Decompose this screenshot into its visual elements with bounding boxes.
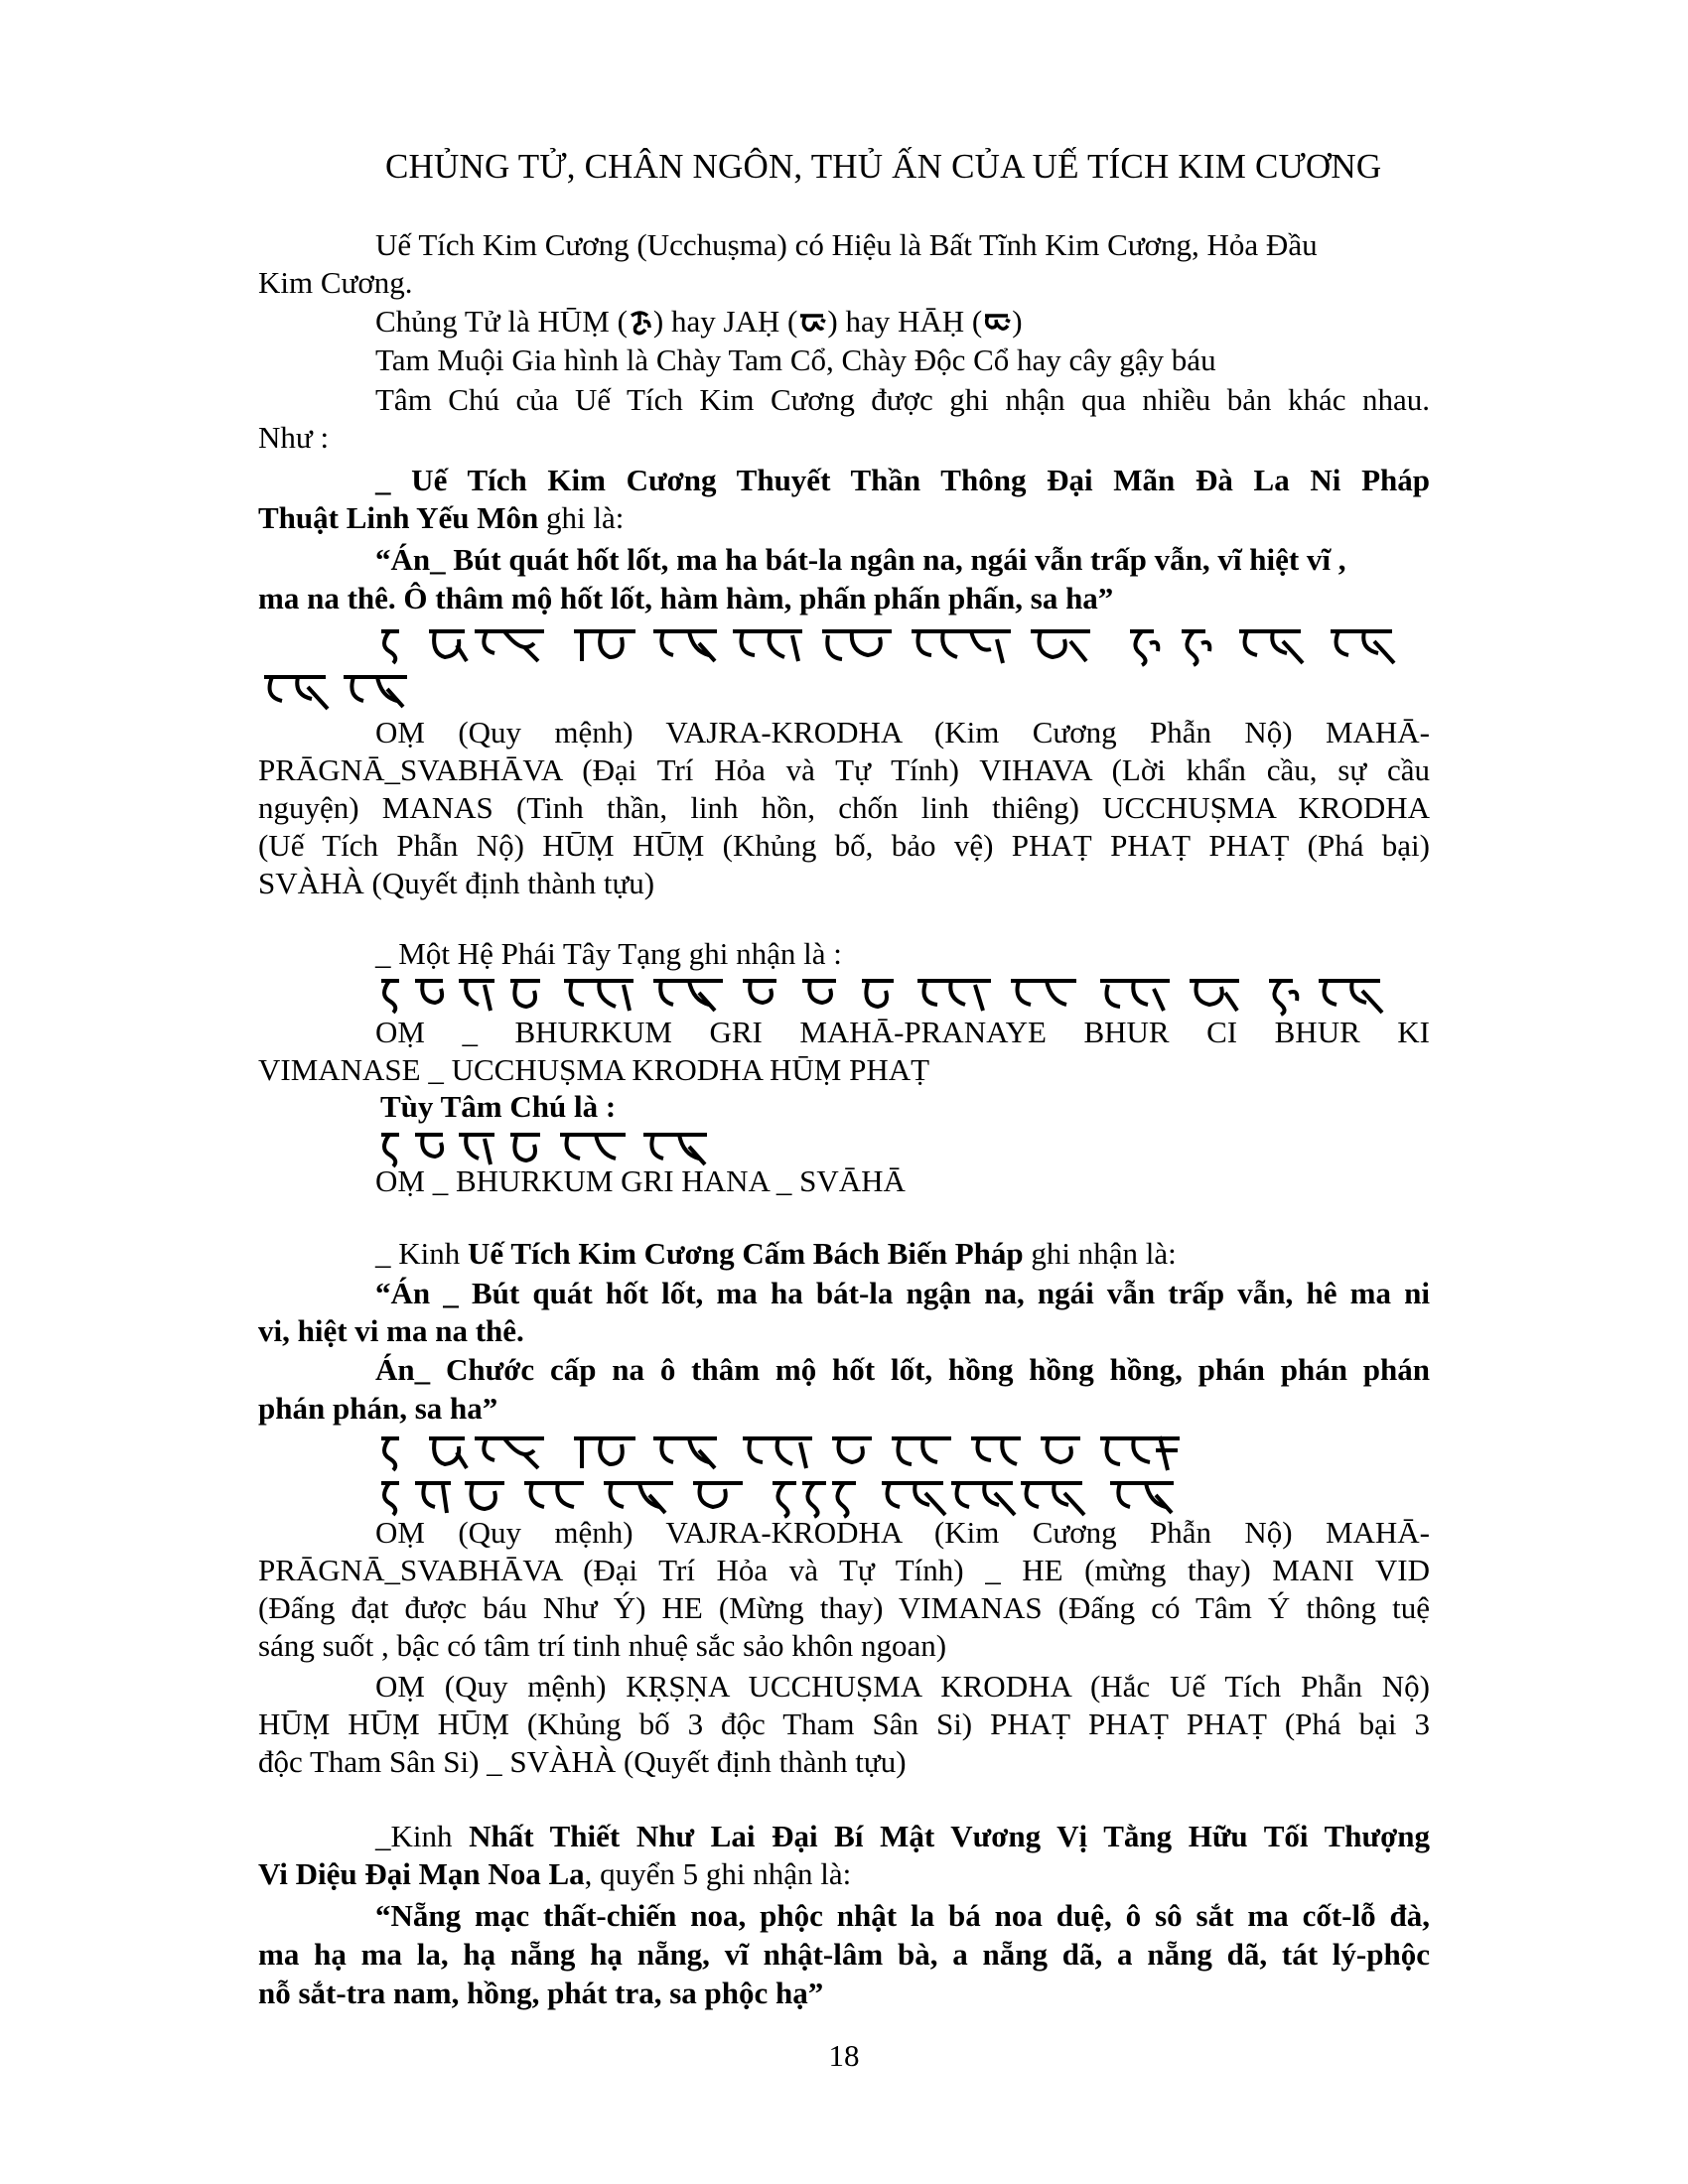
intro-line-5: Tâm Chú của Uế Tích Kim Cương được ghi nhận qua nhiều bản khác nhau. [375, 382, 1430, 417]
intro-line-4: Tam Muội Gia hình là Chày Tam Cổ, Chày Độc Cổ hay cây gậy báu [375, 342, 1216, 377]
s1-trans-2: PRĀGNĀ_SVABHĀVA (Đại Trí Hỏa và Tự Tính) VIHAVA (Lời khẩn cầu, sự cầu [258, 752, 1430, 787]
s2-trans-1: OṂ _ BHURKUM GRI MAHĀ-PRANAYE BHUR CI BHUR KI [375, 1015, 1430, 1049]
s3-siddham-script-line-2 [375, 1473, 1190, 1519]
s3-trans-5: OṂ (Quy mệnh) KṚṢṆA UCCHUṢMA KRODHA (Hắc Uế Tích Phẫn Nộ) [375, 1669, 1430, 1704]
s1-siddham-script-line-2 [258, 667, 417, 713]
s3-trans-7: độc Tham Sân Si) _ SVÀHÀ (Quyết định thành tựu) [258, 1744, 907, 1779]
s3-siddham-script-line-1 [375, 1429, 1190, 1474]
page-number: 18 [828, 2038, 860, 2073]
s1-heading-2: Thuật Linh Yếu Môn ghi là: [258, 500, 625, 535]
s1-quote-2: ma na thê. Ô thâm mộ hốt lốt, hàm hàm, phấn phấn phấn, sa ha” [258, 581, 1114, 615]
s1-trans-5: SVÀHÀ (Quyết định thành tựu) [258, 866, 655, 900]
s3-quote-4: phán phán, sa ha” [258, 1391, 498, 1426]
s2-trans-2: VIMANASE _ UCCHUṢMA KRODHA HŪṂ PHAṬ [258, 1052, 930, 1087]
s3-quote-2: vi, hiệt vi ma na thê. [258, 1313, 524, 1348]
page-title: CHỦNG TỬ, CHÂN NGÔN, THỦ ẤN CỦA UẾ TÍCH KIM CƯƠNG [385, 147, 1382, 186]
s1-quote-1: “Án_ Bút quát hốt lốt, ma ha bát-la ngân na, ngái vẫn trấp vẫn, vĩ hiệt vĩ , [375, 542, 1346, 577]
s3-trans-2: PRĀGNĀ_SVABHĀVA (Đại Trí Hỏa và Tự Tính) _ HE (mừng thay) MANI VID [258, 1553, 1430, 1587]
s4-heading-1: _Kinh Nhất Thiết Như Lai Đại Bí Mật Vương Vị Tằng Hữu Tối Thượng [375, 1819, 1430, 1853]
s4-quote-3: nỗ sắt-tra nam, hồng, phát tra, sa phộc hạ” [258, 1976, 824, 2010]
s3-trans-3: (Đấng đạt được báu Như Ý) HE (Mừng thay) VIMANAS (Đấng có Tâm Ý thông tuệ [258, 1590, 1430, 1625]
s1-trans-3: nguyện) MANAS (Tinh thần, linh hồn, chốn linh thiêng) UCCHUṢMA KRODHA [258, 790, 1430, 825]
jah-seed-glyph [797, 308, 827, 338]
s4-quote-2: ma hạ ma la, hạ nẵng hạ nẵng, vĩ nhật-lâm bà, a nẵng dã, a nẵng dã, tát lý-phộc [258, 1937, 1430, 1972]
hah-seed-glyph [982, 308, 1012, 338]
s1-trans-4: (Uế Tích Phẫn Nộ) HŪṂ HŪṂ (Khủng bố, bảo vệ) PHAṬ PHAṬ PHAṬ (Phá bại) [258, 828, 1430, 863]
s2-heading: _ Một Hệ Phái Tây Tạng ghi nhận là : [375, 936, 842, 971]
s3-trans-6: HŪṂ HŪṂ HŪṂ (Khủng bố 3 độc Tham Sân Si) PHAṬ PHAṬ PHAṬ (Phá bại 3 [258, 1706, 1430, 1741]
s3-trans-4: sáng suốt , bậc có tâm trí tinh nhuệ sắc sảo khôn ngoan) [258, 1628, 947, 1663]
seed-syllables-line: Chủng Tử là HŪṂ ( ) hay JAḤ ( ) hay HĀḤ ( ) [375, 304, 1023, 339]
intro-line-2: Kim Cương. [258, 265, 413, 300]
intro-line-6: Như : [258, 420, 330, 455]
s1-heading-1: _ Uế Tích Kim Cương Thuyết Thần Thông Đại Mãn Đà La Ni Pháp [375, 463, 1430, 497]
s1-trans-1: OṂ (Quy mệnh) VAJRA-KRODHA (Kim Cương Phẫn Nộ) MAHĀ- [375, 715, 1430, 750]
s4-heading-2: Vi Diệu Đại Mạn Noa La, quyển 5 ghi nhận là: [258, 1856, 852, 1891]
s3-heading: _ Kinh Uế Tích Kim Cương Cấm Bách Biến Pháp ghi nhận là: [375, 1236, 1177, 1271]
s3-trans-1: OṂ (Quy mệnh) VAJRA-KRODHA (Kim Cương Phẫn Nộ) MAHĀ- [375, 1515, 1430, 1550]
s2-siddham-script-line [375, 971, 1408, 1017]
s1-siddham-script-line-1 [375, 621, 1428, 667]
s2-trans-3: OṂ _ BHURKUM GRI HANA _ SVĀHĀ [375, 1163, 906, 1198]
hum-seed-glyph [628, 308, 653, 338]
intro-line-1: Uế Tích Kim Cương (Ucchuṣma) có Hiệu là Bất Tĩnh Kim Cương, Hỏa Đầu [375, 227, 1318, 262]
s4-quote-1: “Nẵng mạc thất-chiến noa, phộc nhật la bá noa duệ, ô sô sắt ma cốt-lỗ đà, [375, 1898, 1430, 1933]
s3-quote-1: “Án _ Bút quát hốt lốt, ma ha bát-la ngận na, ngái vẫn trấp vẫn, hê ma ni [375, 1276, 1430, 1310]
s2-heading-2: Tùy Tâm Chú là : [380, 1089, 617, 1124]
s3-quote-3: Án_ Chước cấp na ô thâm mộ hốt lốt, hồng hồng hồng, phán phán phán [375, 1352, 1430, 1387]
